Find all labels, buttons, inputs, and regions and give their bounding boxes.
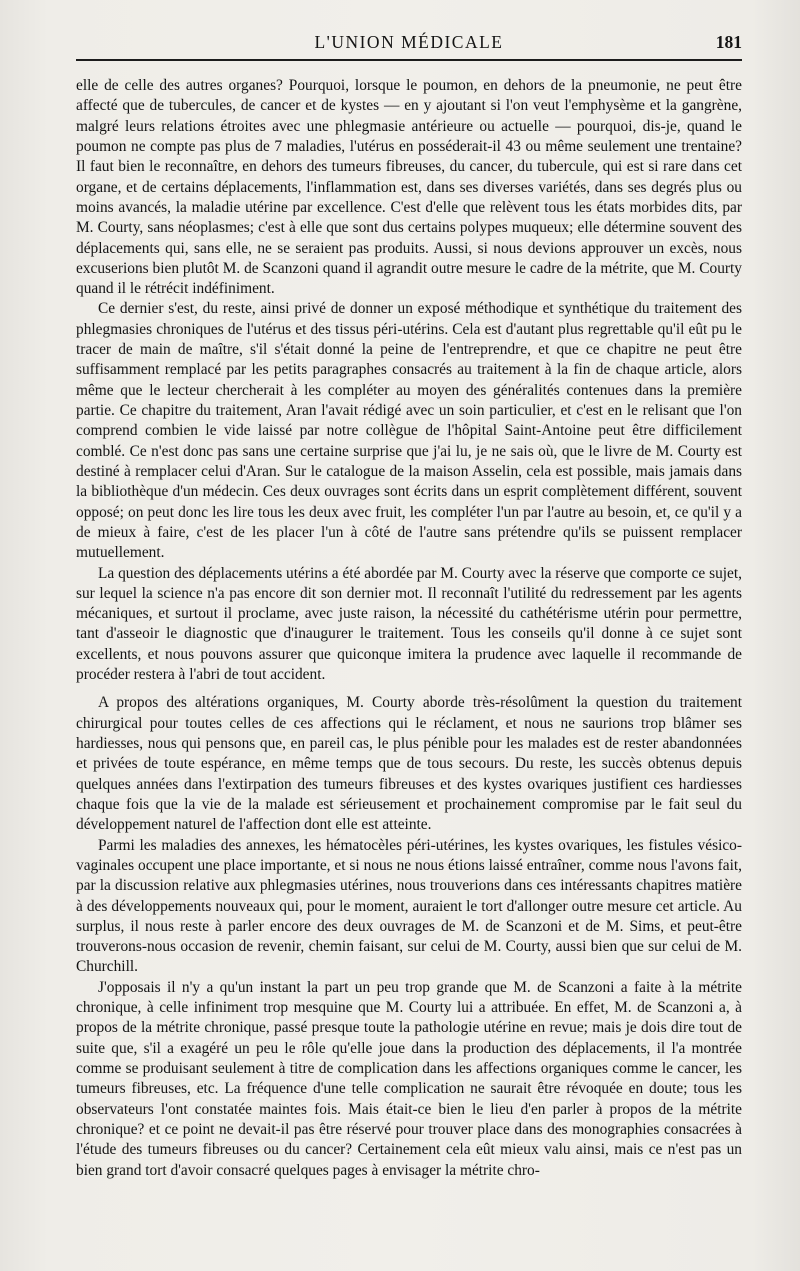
paragraph: A propos des altérations organiques, M. Courty aborde très-résolûment la question du traitement chirurgical pour toutes celles de ces affections qui le réclament, et nous ne saurions trop blâmer ses hardiesses, nous qui pensons que, en pareil cas, le plus pénible pour les malades est de rester abandonnées et privées de toute espérance, en même temps que de tous secours. Du reste, les succès obtenus depuis quelques années dans l'extirpation des tumeurs fibreuses et des kystes ovariques justifient ces hardiesses chaque fois que la vie de la malade est sérieusement et prochainement compromise par le fait seul du développement naturel de l'affection dont elle est atteinte. xyxy=(76,694,742,834)
article-body xyxy=(76,76,742,1181)
paragraph: La question des déplacements utérins a été abordée par M. Courty avec la réserve que comporte ce sujet, sur lequel la science n'a pas encore dit son dernier mot. Il reconnaît l'utilité du redressement par les agents mécaniques, et surtout il proclame, avec juste raison, la nécessité du cathétérisme utérin pour permettre, tant d'asseoir le diagnostic que d'inaugurer le traitement. Tous les conseils qu'il donne à ce sujet sont excellents, et nous pouvons assurer que quiconque imitera la prudence avec laquelle il recommande de procéder restera à l'abri de tout accident. xyxy=(76,564,743,684)
paragraph: J'opposais il n'y a qu'un instant la part un peu trop grande que M. de Scanzoni a faite à la métrite chronique, à celle infiniment trop mesquine que M. Courty lui a attribuée. En effet, M. de Scanzoni a, à propos de la métrite chronique, passé presque toute la pathologie utérine en revue; mais je dois dire tout de suite que, s'il a exagéré un peu le rôle qu'elle joue dans la production des déplacements, il l'a montrée comme se produisant seulement à titre de complication dans les affections organiques comme le cancer, les tumeurs fibreuses, etc. La fréquence d'une telle complication ne saurait être révoquée en doute; tous les observateurs l'ont constatée maintes fois. Mais était-ce bien le lieu d'en parler à propos de la métrite chronique? et ce point ne devait-il pas être réservé pour trouver place dans des monographies consacrées à l'étude des tumeurs fibreuses ou du cancer? Certainement cela eût mieux valu ainsi, mais ce n'est pas un bien grand tort d'avoir consacré quelques pages à envisager la métrite chro- xyxy=(76,978,742,1179)
paragraph: Ce dernier s'est, du reste, ainsi privé de donner un exposé méthodique et synthétique du traitement des phlegmasies chroniques de l'utérus et des tissus péri-utérins. Cela est d'autant plus regrettable qu'il eût pu le tracer de main de maître, s'il s'était donné la peine de l'entreprendre, et que ce chapitre ne peut être suffisamment remplacé par les petits paragraphes consacrés au traitement à la fin de chaque article, alors même que le lecteur chercherait à les compléter au moyen des généralités contenues dans la première partie. Ce chapitre du traitement, Aran l'avait rédigé avec un soin particulier, et c'est en le relisant que l'on comprend combien le vide laissé par notre collègue de l'hôpital Saint-Antoine peut être difficilement comblé. Ce n'est donc pas sans une certaine surprise que j'ai lu, je ne sais où, que le livre de M. Courty est destiné à remplacer celui d'Aran. Sur le catalogue de la maison Asselin, cela est possible, mais jamais dans la bibliothèque d'un médecin. Ces deux ouvrages sont écrits dans un esprit complètement différent, souvent opposé; on peut donc les lire tous les deux avec fruit, les compléter l'un par l'autre au besoin, et, ce qu'il y a de mieux à faire, c'est de les placer l'un à côté de l'autre sans prétendre qu'ils se puissent remplacer mutuellement. xyxy=(76,300,742,562)
header-rule xyxy=(76,59,742,61)
paragraph: elle de celle des autres organes? Pourquoi, lorsque le poumon, en dehors de la pneumonie, ne peut être affecté que de tubercules, de cancer et de kystes — en y ajoutant si l'on veut l'emphysème et la gangrène, malgré leurs relations étroites avec une phlegmasie antérieure ou actuelle — pourquoi, dis-je, quand le poumon ne compte pas plus de 7 maladies, l'utérus en posséderait-il 43 ou même seulement une trentaine? Il faut bien le reconnaître, en dehors des tumeurs fibreuses, du cancer, du tubercule, qui est si rare dans cet organe, et de certains déplacements, l'inflammation est, dans ses diverses variétés, dans ses degrés plus ou moins avancés, la maladie utérine par excellence. C'est d'elle que relèvent tous les états morbides dits, par M. Courty, sans néoplasmes; c'est à elle que sont dus certains polypes muqueux; elle détermine souvent des déplacements qui, sans elle, ne se seraient pas produits. Aussi, si nous devions approuver un excès, nous excuserions bien plutôt M. de Scanzoni quand il agrandit outre mesure le cadre de la métrite, que M. Courty quand il le rétrécit indéfiniment. xyxy=(76,77,742,298)
page-number: 181 xyxy=(715,32,742,52)
page-header xyxy=(76,32,742,66)
journal-title: L'UNION MÉDICALE xyxy=(314,32,504,52)
paragraph: Parmi les maladies des annexes, les hématocèles péri-utérines, les kystes ovariques, les fistules vésico-vaginales occupent une place importante, et si nous ne nous étions laissé entraîner, comme nous l'avons fait, par la discussion relative aux phlegmasies utérines, nous trouverions dans ces intéressants chapitres matière à des développements nouveaux qui, pour le moment, auraient le tort d'allonger outre mesure cet article. Au surplus, il nous reste à parler encore des deux ouvrages de M. de Scanzoni et de M. Sims, et peut-être trouverons-nous occasion de revenir, chemin faisant, sur celui de M. Courty, aussi bien que sur celui de M. Churchill. xyxy=(76,836,742,976)
